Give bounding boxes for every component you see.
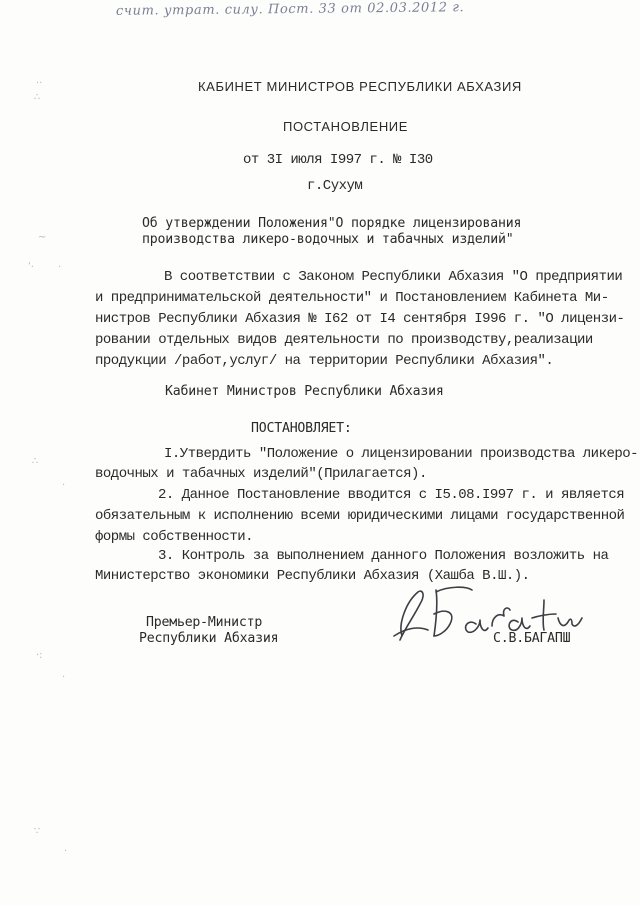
resolution-item-line: 2. Данное Постановление вводится с I5.08.I997 г. и является	[158, 487, 625, 503]
preamble-line: и предпринимательской деятельности" и Постановлением Кабинета Ми-	[95, 290, 609, 306]
resolution-item-line: водочных и табачных изделий"(Прилагается).	[95, 466, 427, 482]
margin-scan-mark: ·	[58, 262, 62, 273]
margin-scan-mark: ·	[64, 846, 68, 857]
resolves-heading: ПОСТАНОВЛЯЕТ:	[251, 421, 352, 436]
signatory-name: С.В.БАГАПШ	[493, 631, 571, 646]
subject-line: Об утверждении Положения"О порядке лицензирования	[142, 216, 522, 231]
margin-scan-mark: ∵	[34, 826, 41, 837]
signatory-position: Премьер-Министр	[146, 615, 263, 630]
margin-scan-mark: ·	[62, 480, 66, 491]
margin-scan-mark: ·:	[36, 650, 43, 661]
preamble-line: ровании отдельных видов деятельности по производству,реализации	[95, 332, 593, 348]
issuer-line: Кабинет Министров Республики Абхазия	[165, 384, 444, 399]
margin-scan-mark: ~	[38, 232, 47, 243]
resolution-item-line: обязательным к исполнению всеми юридическими лицами государственной	[95, 508, 625, 524]
organization-heading: КАБИНЕТ МИНИСТРОВ РЕСПУБЛИКИ АБХАЗИЯ	[198, 79, 522, 94]
preamble-line: продукции /работ,услуг/ на территории Республики Абхазия".	[95, 353, 554, 369]
document-place: г.Сухум	[307, 178, 363, 194]
margin-scan-mark: ∴	[32, 456, 39, 467]
document-type-heading: ПОСТАНОВЛЕНИЕ	[283, 119, 409, 134]
resolution-item-line: 3. Контроль за выполнением данного Положения возложить на	[158, 548, 609, 564]
margin-scan-mark: ʹ·	[28, 262, 34, 273]
resolution-item-line: I.Утвердить "Положение о лицензировании производства ликеро-	[164, 446, 639, 462]
preamble-line: В соответствии с Законом Республики Абхазия "О предприятии	[164, 269, 623, 285]
margin-scan-mark: ·	[62, 672, 66, 683]
resolution-item-line: формы собственности.	[95, 529, 254, 545]
margin-scan-mark: ∴	[34, 92, 41, 103]
subject-line: производства ликеро-водочных и табачных изделий"	[142, 232, 514, 247]
handwritten-signature	[388, 578, 598, 650]
margin-scan-mark: ··	[36, 78, 43, 89]
preamble-line: нистров Республики Абхазия № I62 от I4 сентября I996 г. "О лицензи-	[95, 311, 625, 327]
resolution-item-line: Министерство экономики Республики Абхазия (Хашба В.Ш.).	[95, 568, 530, 584]
signatory-position: Республики Абхазия	[139, 631, 279, 646]
handwritten-annotation: счит. утрат. силу. Пост. 33 от 02.03.2012 г.	[115, 0, 465, 19]
document-date-number: от 3I июля I997 г. № I30	[243, 152, 433, 168]
